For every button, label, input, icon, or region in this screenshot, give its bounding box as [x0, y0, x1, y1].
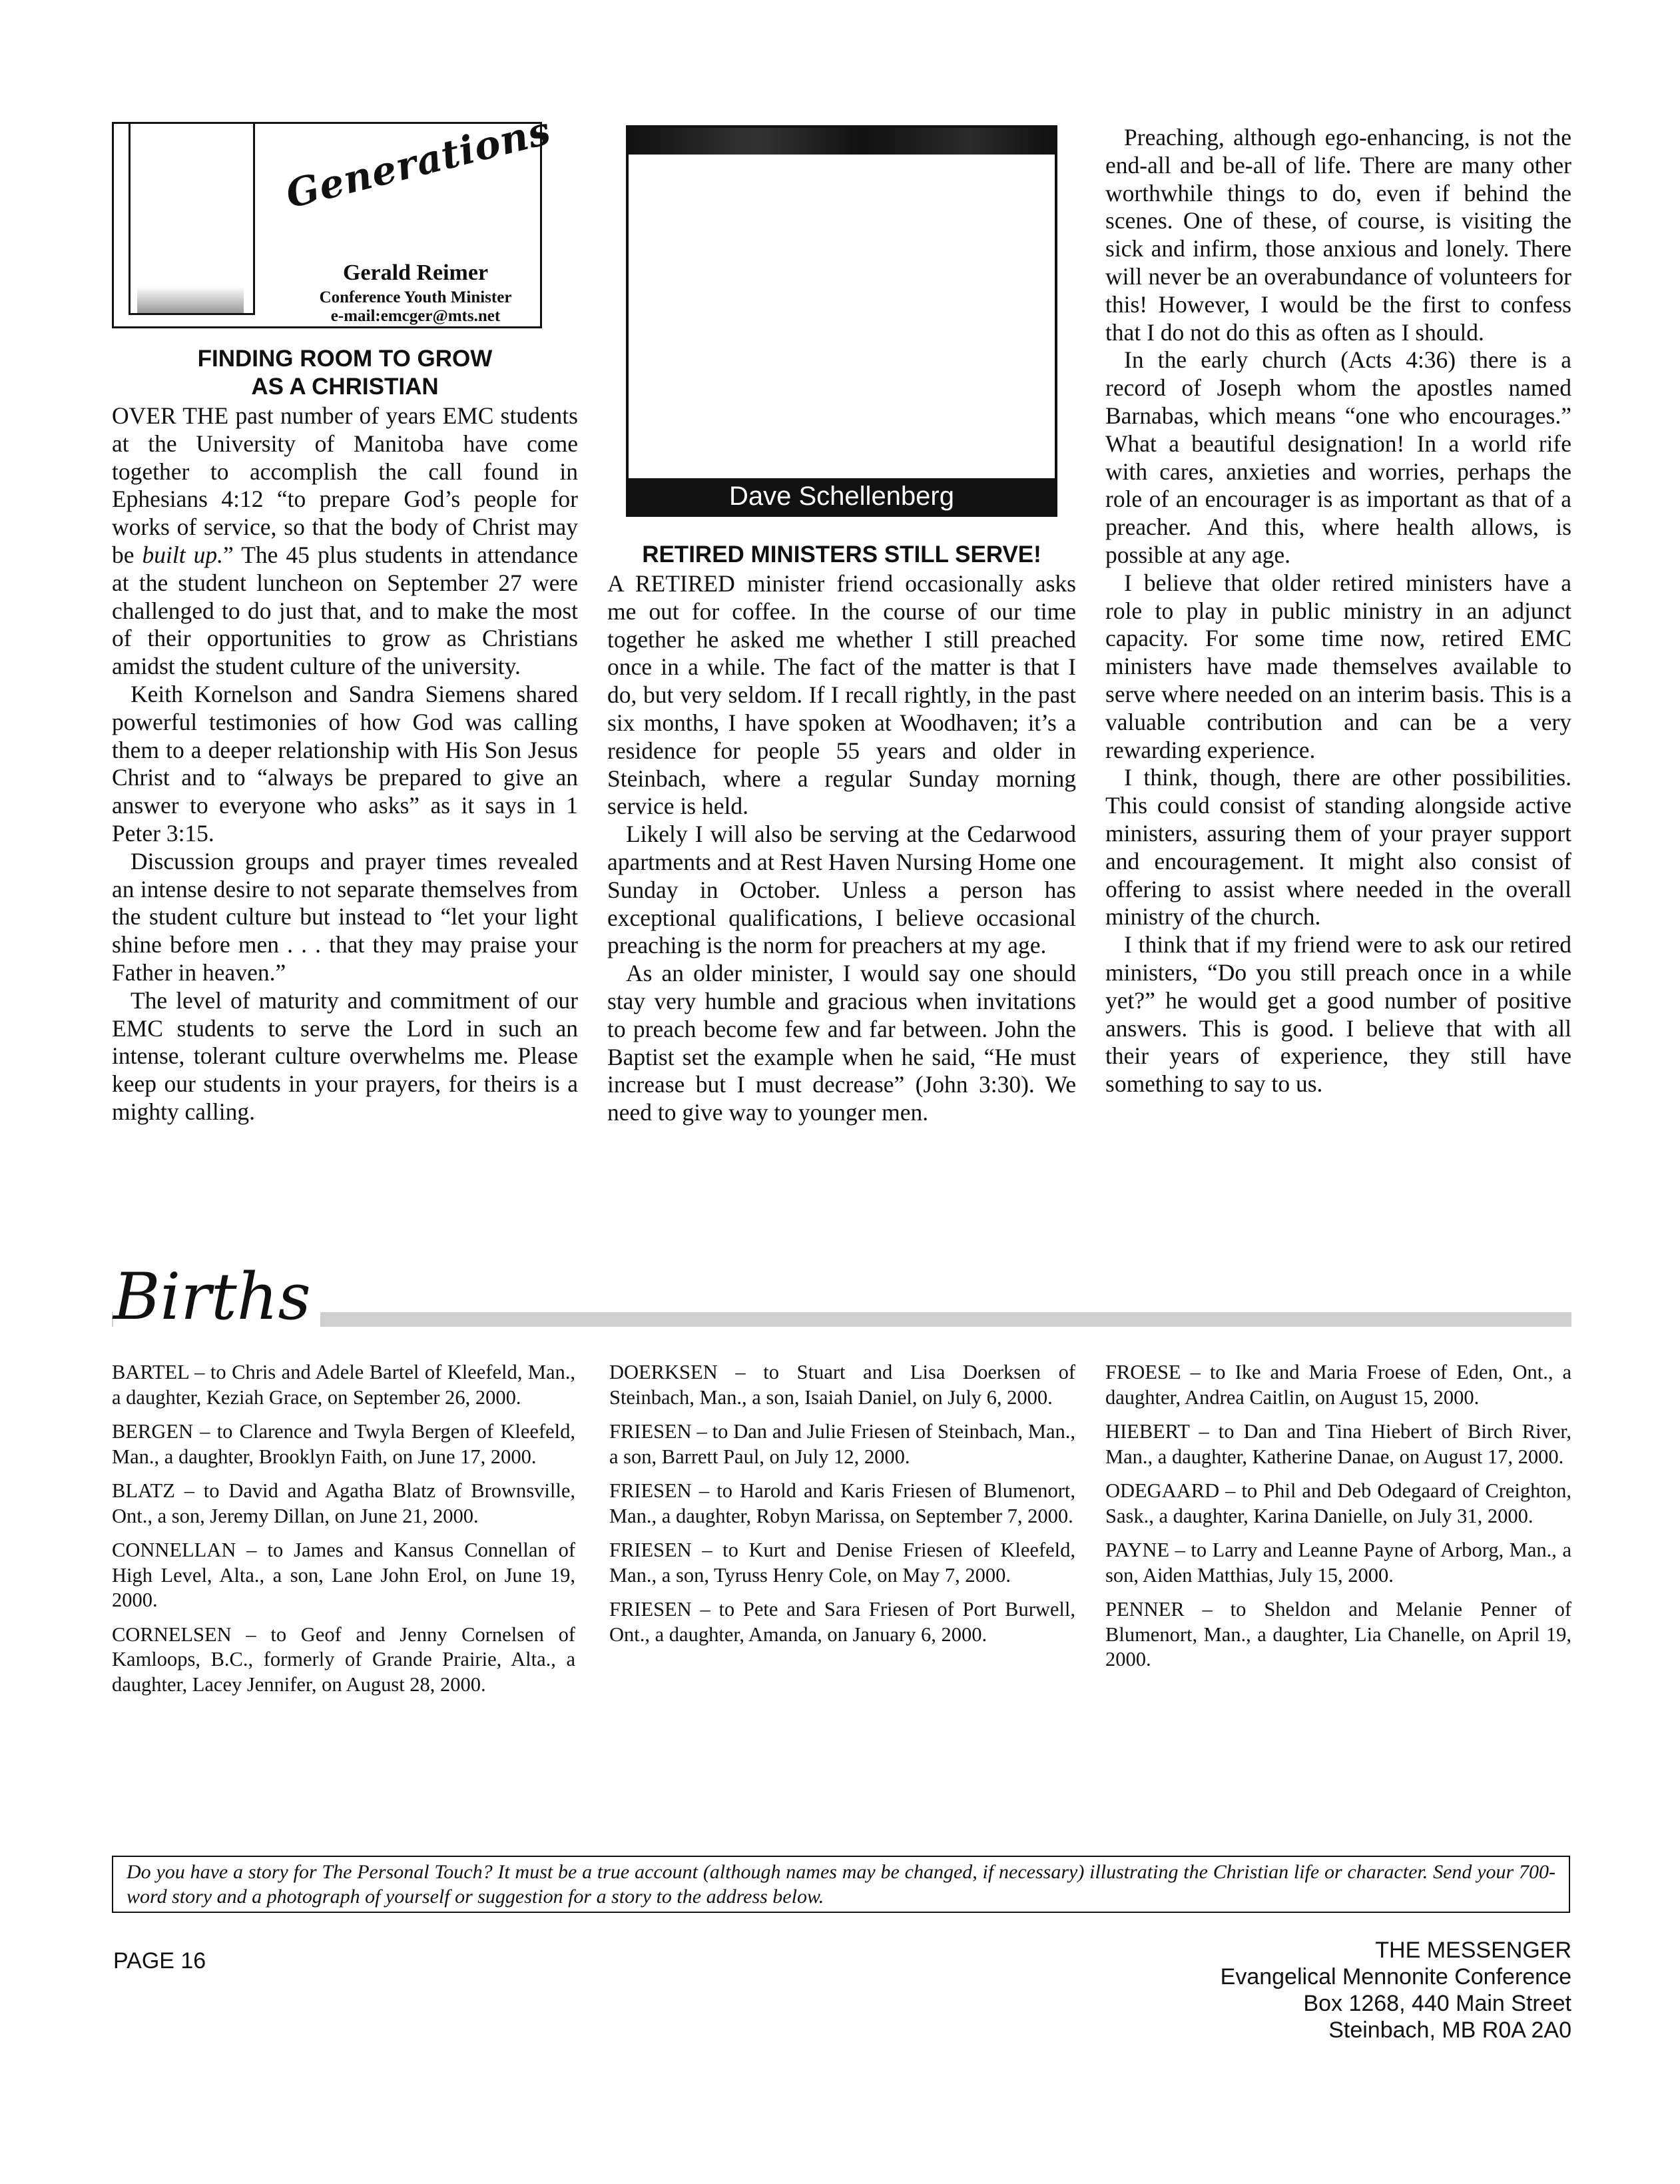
article2-paragraph: Preaching, although ego-enhancing, is not the end-all and be-all of life. There are many other worthwhile things to do, even if behind the scenes. One of these, of course, is visiting the sick and infirm, those anxious and lonely. There will never be an overabundance of volunteers for this! However, I would be the first to confess that I do not do this as often as I should. — [1105, 124, 1571, 346]
birth-entry: ODEGAARD – to Phil and Deb Odegaard of Creighton, Sask., a daughter, Karina Danielle, on July 31, 2000. — [1105, 1479, 1571, 1527]
organization-name: Evangelical Mennonite Conference — [1220, 1964, 1571, 1990]
article2-body — [607, 570, 1076, 1127]
author-photo — [129, 122, 255, 315]
author-email: e-mail:emcger@mts.net — [330, 307, 501, 325]
births-column-3 — [1105, 1360, 1571, 1682]
story-notice-box — [112, 1856, 1570, 1913]
article2-title: RETIRED MINISTERS STILL SERVE! — [642, 542, 1041, 567]
births-heading-rule — [112, 1312, 1571, 1327]
photo-frame — [626, 125, 1057, 517]
article1-paragraph: OVER THE past number of years EMC students at the University of Manitoba have come together to accomplish the call found in Ephesians 4:12 “to prepare God’s people for works of service, so that the body of Christ may be built up.” The 45 plus students in attendance at the student luncheon on September 27 were challenged to do just that, and to make the most of their opportunities to grow as Christians amidst the student culture of the university. — [112, 402, 578, 680]
publication-name: THE MESSENGER — [1375, 1938, 1571, 1963]
birth-entry: FRIESEN – to Kurt and Denise Friesen of Kleefeld, Man., a son, Tyruss Henry Cole, on May 7, 2000. — [609, 1539, 1075, 1587]
address-line: Box 1268, 440 Main Street — [1303, 1991, 1571, 2016]
photo-top-band — [629, 128, 1055, 155]
article2-paragraph: I think, though, there are other possibilities. This could consist of standing alongside active ministers, assuring them of your prayer support and encouragement. It might also consist of offering to assist where needed in the overall ministry of the church. — [1105, 764, 1571, 930]
births-heading: Births — [113, 1260, 320, 1333]
birth-entry: FRIESEN – to Dan and Julie Friesen of Steinbach, Man., a son, Barrett Paul, on July 12, 2000. — [609, 1420, 1075, 1468]
birth-entry: BLATZ – to David and Agatha Blatz of Brownsville, Ont., a son, Jeremy Dillan, on June 21, 2000. — [112, 1479, 575, 1527]
masthead-title: Generations — [281, 107, 555, 217]
story-notice-text: Do you have a story for The Personal Touch? It must be a true account (although names may be changed, if necessary) illustrating the Christian life or character. Send your 700-word story and a photograph of yourself or suggestion for a story to the address below. — [127, 1861, 1555, 1908]
article1-paragraph: The level of maturity and commitment of our EMC students to serve the Lord in such an intense, tolerant culture overwhelms me. Please keep our students in your prayers, for theirs is a mighty calling. — [112, 986, 578, 1125]
photo-shadow — [137, 286, 244, 313]
birth-entry: BARTEL – to Chris and Adele Bartel of Kleefeld, Man., a daughter, Keziah Grace, on September 26, 2000. — [112, 1361, 575, 1409]
article1-title-line1: FINDING ROOM TO GROW — [197, 346, 493, 372]
publisher-address — [1105, 1937, 1571, 2043]
article2-paragraph: I think that if my friend were to ask our retired ministers, “Do you still preach once in a while yet?” he would get a good number of positive answers. This is good. I believe that with all their years of experience, they still have something to say to us. — [1105, 931, 1571, 1098]
article2-paragraph: I believe that older retired ministers have a role to play in public ministry in an adjunct capacity. For some time now, retired EMC ministers have made themselves available to serve where needed on an interim basis. This is a valuable contribution and can be a very rewarding experience. — [1105, 569, 1571, 763]
birth-entry: DOERKSEN – to Stuart and Lisa Doerksen of Steinbach, Man., a son, Isaiah Daniel, on July 6, 2000. — [609, 1361, 1075, 1409]
city-line: Steinbach, MB R0A 2A0 — [1328, 2017, 1571, 2043]
generations-header-box — [112, 107, 555, 328]
article1-paragraph: Discussion groups and prayer times revealed an intense desire to not separate themselves from the student culture but instead to “let your light shine before men . . . that they may praise your Father in heaven.” — [112, 847, 578, 986]
birth-entry: FROESE – to Ike and Maria Froese of Eden, Ont., a daughter, Andrea Caitlin, on August 15, 2000. — [1105, 1361, 1571, 1409]
author-role: Conference Youth Minister — [319, 288, 512, 306]
birth-entry: CORNELSEN – to Geof and Jenny Cornelsen of Kamloops, B.C., formerly of Grande Prairie, Alta., a daughter, Lacey Jennifer, on August 28, 2000. — [112, 1623, 575, 1696]
article1-body — [112, 402, 578, 1126]
author-name: Gerald Reimer — [342, 260, 489, 285]
article2-paragraph: As an older minister, I would say one should stay very humble and gracious when invitations to preach become few and far between. John the Baptist set the example when he said, “He must increase but I must decrease” (John 3:30). We need to give way to younger men. — [607, 960, 1076, 1126]
birth-entry: CONNELLAN – to James and Kansus Connellan of High Level, Alta., a son, Lane John Erol, on June 19, 2000. — [112, 1539, 575, 1611]
births-column-1 — [112, 1360, 575, 1706]
photo-caption: Dave Schellenberg — [729, 482, 954, 511]
article2-continued — [1105, 124, 1571, 1098]
article2-paragraph: A RETIRED minister friend occasionally asks me out for coffee. In the course of our time together he asked me whether I still preached once in a while. The fact of the matter is that I do, but very seldom. If I recall rightly, in the past six months, I have spoken at Woodhaven; it’s a residence for people 55 years and older in Steinbach, where a regular Sunday morning service is held. — [607, 570, 1076, 820]
birth-entry: BERGEN – to Clarence and Twyla Bergen of Kleefeld, Man., a daughter, Brooklyn Faith, on June 17, 2000. — [112, 1420, 575, 1468]
birth-entry: HIEBERT – to Dan and Tina Hiebert of Birch River, Man., a daughter, Katherine Danae, on August 17, 2000. — [1105, 1420, 1571, 1468]
article1-title-line2: AS A CHRISTIAN — [251, 374, 439, 400]
birth-entry: PAYNE – to Larry and Leanne Payne of Arborg, Man., a son, Aiden Matthias, July 15, 2000. — [1105, 1539, 1571, 1587]
page-number: PAGE 16 — [113, 1948, 206, 1974]
article2-paragraph: In the early church (Acts 4:36) there is a record of Joseph whom the apostles named Barnabas, which means “one who encourages.” What a beautiful designation! In a world rife with cares, anxieties and worries, perhaps the role of an encourager is as important as that of a preacher. And this, where health allows, is possible at any age. — [1105, 346, 1571, 568]
article2-paragraph: Likely I will also be serving at the Cedarwood apartments and at Rest Haven Nursing Home one Sunday in October. Unless a person has exceptional qualifications, I believe occasional preaching is the norm for preachers at my age. — [607, 821, 1076, 959]
article1-paragraph: Keith Kornelson and Sandra Siemens shared powerful testimonies of how God was calling them to a deeper relationship with His Son Jesus Christ and to “always be prepared to give an answer to everyone who asks” as it says in 1 Peter 3:15. — [112, 680, 578, 847]
birth-entry: FRIESEN – to Harold and Karis Friesen of Blumenort, Man., a daughter, Robyn Marissa, on September 7, 2000. — [609, 1479, 1075, 1527]
births-column-2 — [609, 1360, 1075, 1656]
birth-entry: PENNER – to Sheldon and Melanie Penner of Blumenort, Man., a daughter, Lia Chanelle, on April 19, 2000. — [1105, 1598, 1571, 1670]
birth-entry: FRIESEN – to Pete and Sara Friesen of Port Burwell, Ont., a daughter, Amanda, on January 6, 2000. — [609, 1598, 1075, 1646]
